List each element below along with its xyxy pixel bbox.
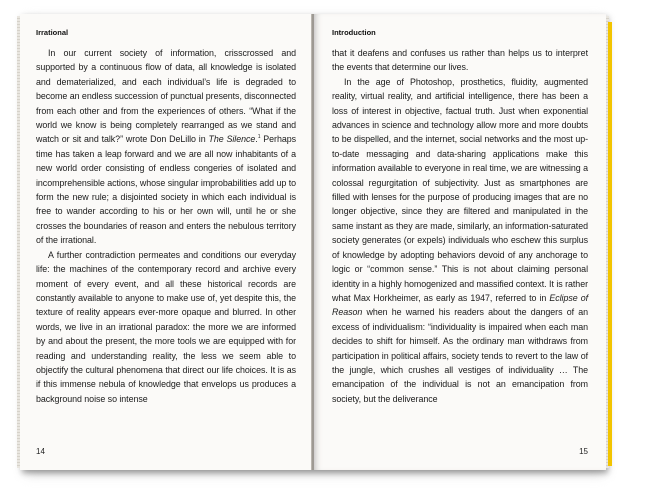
left-p1-rest: Perhaps time has taken a leap forward and we are all now inhabitants of a new world order consisting of endless congeries of isolated and incomprehensible actions, whose singular improbabilities add up to form the new rule; a disjointed society in which each individual is free to wander according to his or her own will, until he or she crosses the boundaries of reason and enters the nebulous territory of the irrational.: [36, 134, 296, 246]
yellow-page-edge: [608, 22, 612, 466]
left-body-text: [36, 46, 296, 406]
left-page: [20, 14, 312, 470]
right-page-number: 15: [579, 447, 588, 456]
right-running-head: Introduction: [332, 28, 376, 37]
left-p1-period: .: [255, 134, 258, 145]
right-body-text: [332, 46, 588, 406]
book-spread: [20, 14, 606, 470]
left-page-number: 14: [36, 447, 45, 456]
right-page: [314, 14, 606, 470]
left-running-head: Irrational: [36, 28, 69, 37]
left-paragraph-2: A further contradiction permeates and conditions our everyday life: the machines of the contemporary record and archive every moment of every event, and all these historical records are constantly available to anyone to make use of, yet despite this, the texture of reality appears ever-more opaque and blurred. In other words, we live in an irrational paradox: the more we are informed by and about the present, the more tools we are equipped with for reading and understanding reality, the less we seem able to objectify the cultural phenomena that direct our life choices. It is as if this immense nebula of knowledge that envelops us produces a background noise so intense: [36, 249, 296, 404]
left-p1-text: In our current society of information, crisscrossed and supported by a continuous flow of data, all knowledge is isolated and dematerialized, and each individual’s life is degraded to become an endless succession of punctual presents, disconnected from each other and from the experiences of others. “What if the world we know is being completely rearranged as we stand and watch or sit and talk?” wrote Don DeLillo in: [36, 48, 296, 145]
eclipse-title-italic: Eclipse of Reason: [332, 292, 589, 318]
footnote-marker: 1: [257, 134, 261, 141]
right-paragraph-2: [332, 75, 588, 406]
right-p2-text: In the age of Photoshop, prosthetics, fluidity, augmented reality, virtual reality, and artificial intelligence, there has been a loss of interest in objective, factual truth. Just when exponential advances in science and technology allow more and more doubts to be dispelled, and the internet, social networks and the most up-to-date messaging and data-sharing applications make this information available to everyone in real time, we are witnessing a colossal regurgitation of subjectivity. Just as smartphones are filled with lenses for the purpose of producing images that are no longer objective, since they are filtered and manipulated in the same instant as they are made, similarly, an information-saturated society generates (or expels) individuals who eschew this surplus of knowledge by adopting behaviors devoid of any anchorage to logic or “common sense.” This is not about claiming personal identity in a highly homogenized and massified context. It is rather what Max Horkheimer, as early as 1947, referred to in: [332, 76, 588, 303]
left-paragraph-1: [36, 46, 296, 248]
book-title-italic: The Silence: [208, 134, 256, 145]
right-p2-rest: when he warned his readers about the dangers of an excess of individualism: “individuality is impaired when each man decides to shift for himself. As the ordinary man withdraws from participation in political affairs, society tends to revert to the law of the jungle, which crushes all vestiges of individuality … The emancipation of the individual is not an emancipation from society, but the deliverance: [332, 307, 588, 404]
right-paragraph-1: that it deafens and confuses us rather than helps us to interpret the events that determine our lives.: [332, 48, 588, 73]
